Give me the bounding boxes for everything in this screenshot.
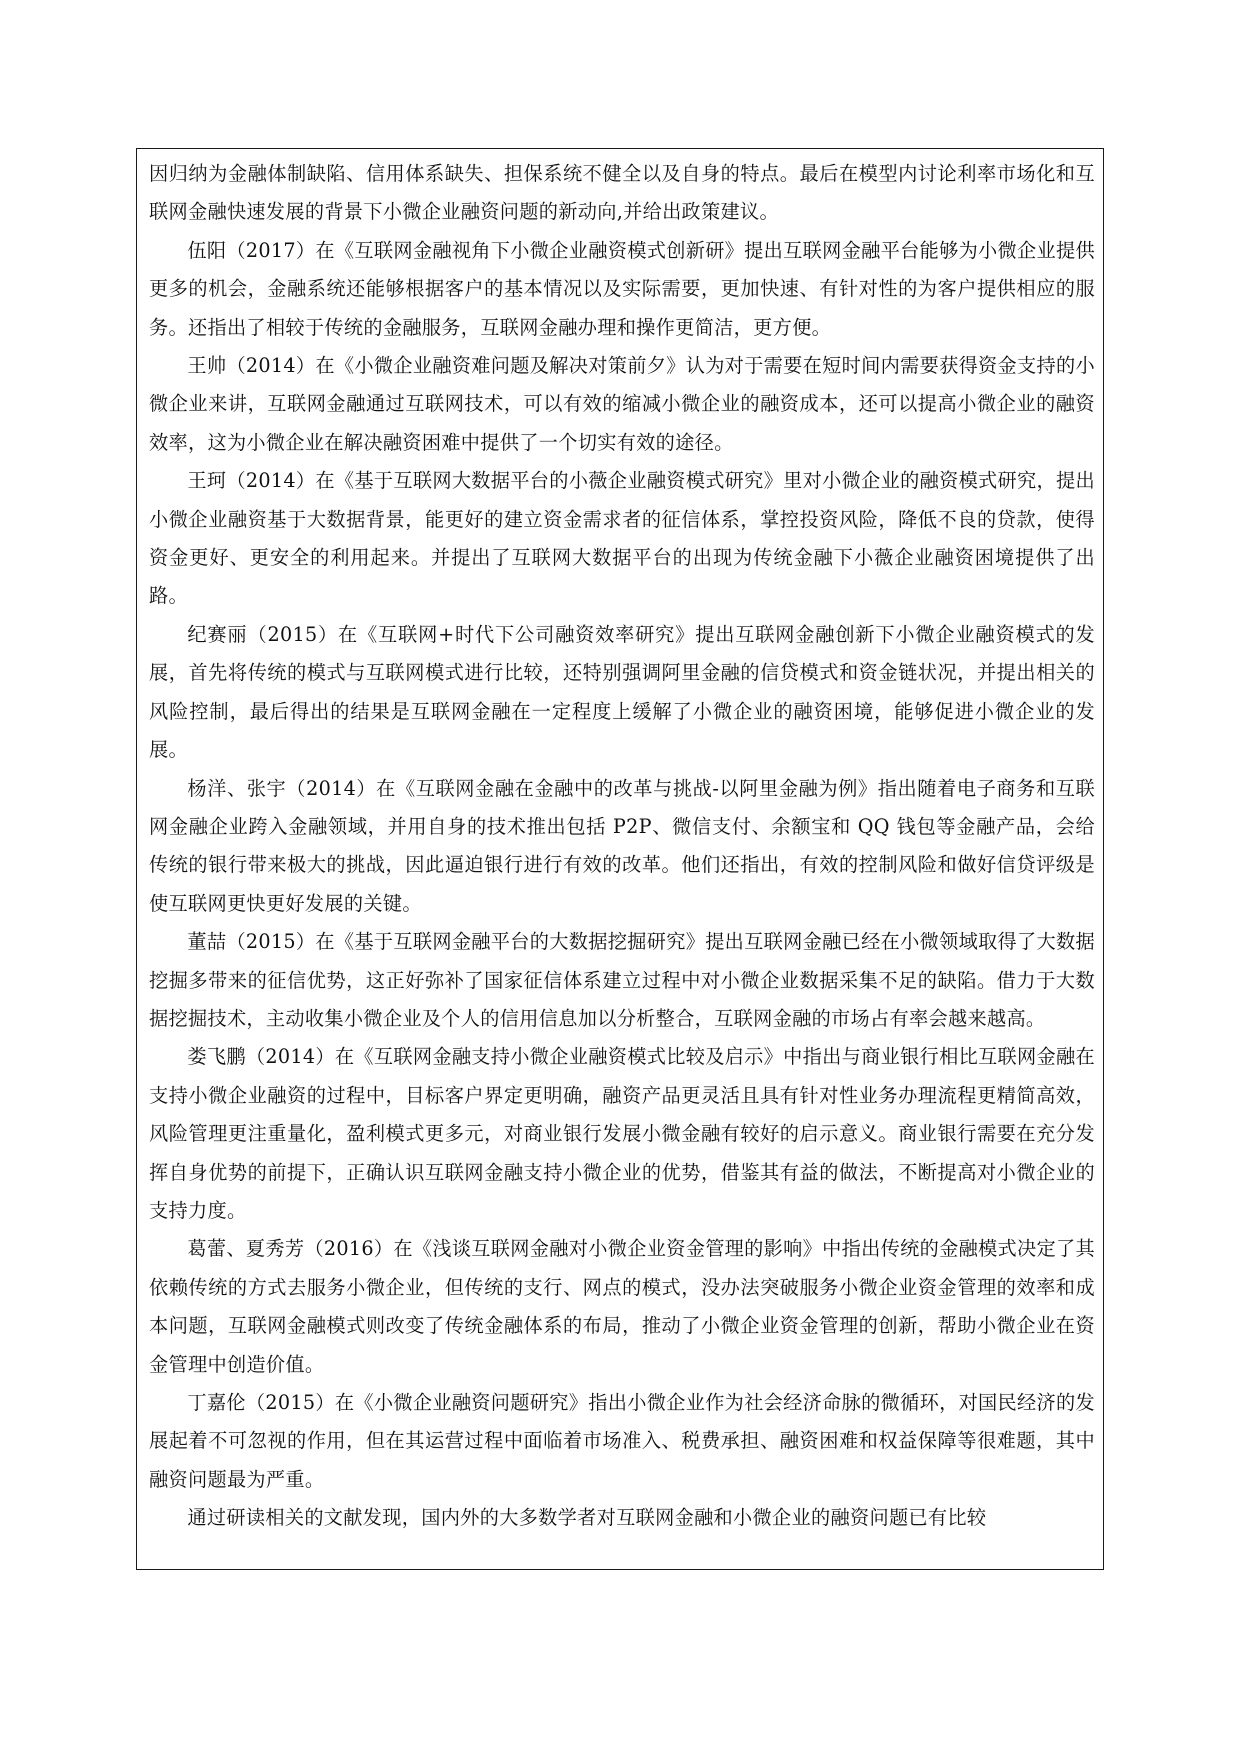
paragraph-9: 葛蕾、夏秀芳（2016）在《浅谈互联网金融对小微企业资金管理的影响》中指出传统的金融模式决定了其依赖传统的方式去服务小微企业，但传统的支行、网点的模式，没办法突破服务小微企业资金管理的效率和成本问题，互联网金融模式则改变了传统金融体系的布局，推动了小微企业资金管理的创新，帮助小微企业在资金管理中创造价值。: [149, 1237, 1095, 1376]
paragraph-2: 伍阳（2017）在《互联网金融视角下小微企业融资模式创新研》提出互联网金融平台能够为小微企业提供更多的机会，金融系统还能够根据客户的基本情况以及实际需要，更加快速、有针对性的为客户提供相应的服务。还指出了相较于传统的金融服务，互联网金融办理和操作更简洁，更方便。: [149, 238, 1095, 339]
paragraph-11: 通过研读相关的文献发现，国内外的大多数学者对互联网金融和小微企业的融资问题已有比较: [187, 1506, 987, 1530]
paragraph-10: 丁嘉伦（2015）在《小微企业融资问题研究》指出小微企业作为社会经济命脉的微循环，对国民经济的发展起着不可忽视的作用，但在其运营过程中面临着市场准入、税费承担、融资困难和权益保障等很难题，其中融资问题最为严重。: [149, 1391, 1095, 1491]
paragraph-5: 纪赛丽（2015）在《互联网+时代下公司融资效率研究》提出互联网金融创新下小微企业融资模式的发展，首先将传统的模式与互联网模式进行比较，还特别强调阿里金融的信贷模式和资金链状况，并提出相关的风险控制，最后得出的结果是互联网金融在一定程度上缓解了小微企业的融资困境，能够促进小微企业的发展。: [149, 622, 1095, 762]
document-body: [149, 155, 1095, 1538]
paragraph-6: 杨洋、张宇（2014）在《互联网金融在金融中的改革与挑战-以阿里金融为例》指出随着电子商务和互联网金融企业跨入金融领域，并用自身的技术推出包括 P2P、微信支付、余额宝和 QQ 钱包等金融产品，会给传统的银行带来极大的挑战，因此逼迫银行进行有效的改革。他们还指出，有效的控制风险和做好信贷评级是使互联网更快更好发展的关键。: [149, 776, 1095, 915]
document-frame: [136, 148, 1104, 1570]
paragraph-3: 王帅（2014）在《小微企业融资难问题及解决对策前夕》认为对于需要在短时间内需要获得资金支持的小微企业来讲，互联网金融通过互联网技术，可以有效的缩减小微企业的融资成本，还可以提高小微企业的融资效率，这为小微企业在解决融资困难中提供了一个切实有效的途径。: [149, 354, 1095, 454]
paragraph-4: 王珂（2014）在《基于互联网大数据平台的小薇企业融资模式研究》里对小微企业的融资模式研究，提出小微企业融资基于大数据背景，能更好的建立资金需求者的征信体系，掌控投资风险，降低不良的贷款，使得资金更好、更安全的利用起来。并提出了互联网大数据平台的出现为传统金融下小薇企业融资困境提供了出路。: [149, 469, 1095, 608]
paragraph-7: 董喆（2015）在《基于互联网金融平台的大数据挖掘研究》提出互联网金融已经在小微领域取得了大数据挖掘多带来的征信优势，这正好弥补了国家征信体系建立过程中对小微企业数据采集不足的缺陷。借力于大数据挖掘技术，主动收集小微企业及个人的信用信息加以分析整合，互联网金融的市场占有率会越来越高。: [149, 930, 1095, 1030]
paragraph-8: 娄飞鹏（2014）在《互联网金融支持小微企业融资模式比较及启示》中指出与商业银行相比互联网金融在支持小微企业融资的过程中，目标客户界定更明确，融资产品更灵活且具有针对性业务办理流程更精简高效，风险管理更注重量化，盈利模式更多元，对商业银行发展小微金融有较好的启示意义。商业银行需要在充分发挥自身优势的前提下，正确认识互联网金融支持小微企业的优势，借鉴其有益的做法，不断提高对小微企业的支持力度。: [149, 1045, 1095, 1222]
paragraph-1: 因归纳为金融体制缺陷、信用体系缺失、担保系统不健全以及自身的特点。最后在模型内讨论利率市场化和互联网金融快速发展的背景下小微企业融资问题的新动向,并给出政策建议。: [149, 162, 1095, 224]
